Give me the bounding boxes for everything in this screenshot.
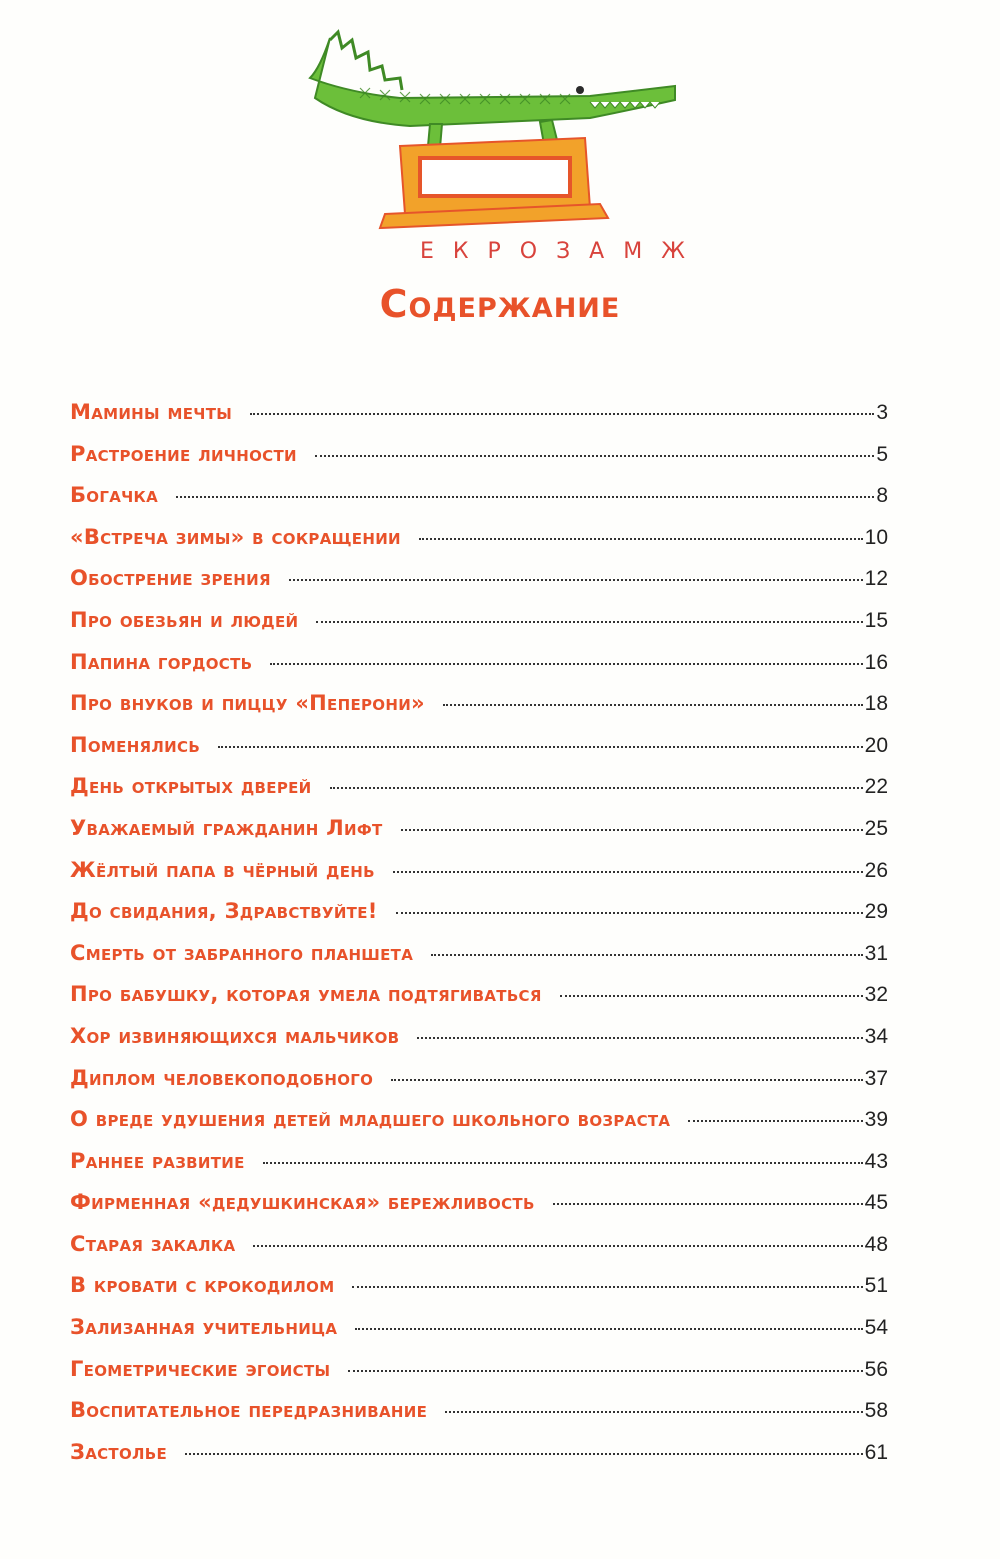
toc-entry-title: Обострение зрения [70,566,271,591]
toc-entry-title: Застолье [70,1439,168,1464]
toc-entry [70,600,888,642]
toc-dot-leader [330,787,863,789]
toc-entry-page-number: 16 [864,650,888,674]
toc-dot-leader [250,413,874,415]
toc-entry-page-number: 43 [864,1149,888,1173]
toc-entry [70,558,888,600]
toc-entry-title: День открытых дверей [70,774,312,799]
toc-entry-title: Зализанная учительница [70,1315,338,1340]
toc-entry [70,1016,888,1058]
toc-dot-leader [431,954,863,956]
toc-entry [70,1099,888,1141]
toc-entry [70,642,888,684]
toc-dot-leader [253,1245,862,1247]
page-title: Содержание [379,282,621,326]
toc-dot-leader [270,663,862,665]
toc-dot-leader [316,621,862,623]
toc-dot-leader [391,1079,862,1081]
toc-entry-page-number: 18 [864,692,888,716]
toc-dot-leader [218,746,863,748]
toc-entry-title: Жёлтый папа в чёрный день [70,857,375,882]
toc-entry-page-number: 54 [864,1316,888,1340]
toc-entry-title: Мамины мечты [70,400,233,424]
toc-entry-title: Фирменная «дедушкинская» бережливость [70,1190,535,1215]
toc-entry [70,1432,888,1474]
toc-dot-leader [419,538,863,540]
toc-entry-page-number: 48 [864,1232,888,1256]
toc-entry-page-number: 61 [864,1440,888,1464]
toc-entry [70,517,888,559]
toc-entry [70,1349,888,1391]
toc-entry [70,974,888,1016]
svg-text:Е К Р О З А М Ж: Е К Р О З А М Ж [420,239,690,264]
toc-entry-page-number: 15 [864,608,888,632]
toc-entry [70,1390,888,1432]
toc-entry-title: Воспитательное передразнивание [70,1398,428,1423]
toc-dot-leader [315,455,874,457]
toc-entry [70,1141,888,1183]
toc-entry-page-number: 32 [864,983,888,1007]
toc-entry-page-number: 22 [864,775,888,799]
toc-entry-title: Папина гордость [70,649,253,674]
toc-entry-title: Диплом человекоподобного [70,1065,374,1090]
toc-entry [70,850,888,892]
toc-entry-title: В кровати с крокодилом [70,1273,335,1298]
toc-dot-leader [352,1286,862,1288]
toc-entry [70,1058,888,1100]
toc-entry-title: Смерть от забранного планшета [70,940,414,965]
toc-dot-leader [176,496,874,498]
toc-dot-leader [553,1203,863,1205]
toc-entry-page-number: 34 [864,1024,888,1048]
toc-entry [70,933,888,975]
toc-entry [70,683,888,725]
toc-dot-leader [401,829,863,831]
toc-entry-page-number: 29 [864,900,888,924]
toc-entry-title: Раннее развитие [70,1148,245,1173]
toc-entry [70,475,888,517]
toc-entry-page-number: 12 [864,567,888,591]
toc-entry-title: Старая закалка [70,1231,236,1256]
toc-dot-leader [185,1453,863,1455]
toc-entry [70,808,888,850]
toc-entry-page-number: 45 [864,1191,888,1215]
toc-entry [70,725,888,767]
toc-entry-page-number: 10 [864,525,888,549]
toc-dot-leader [393,871,863,873]
toc-dot-leader [445,1411,863,1413]
toc-entry-title: Растроение личности [70,441,297,466]
toc-entry [70,891,888,933]
toc-entry [70,1182,888,1224]
toc-dot-leader [560,995,863,997]
toc-dot-leader [443,704,863,706]
toc-entry-title: Богачка [70,483,159,508]
toc-entry-page-number: 20 [864,733,888,757]
table-of-contents [70,392,888,1473]
toc-entry [70,766,888,808]
toc-entry-title: Геометрические эгоисты [70,1356,331,1381]
toc-entry-title: До свидания, Здравствуйте! [70,899,378,924]
toc-entry-page-number: 51 [864,1274,888,1298]
crocodile-illustration [290,18,690,268]
toc-entry [70,392,888,434]
toc-entry [70,1265,888,1307]
toc-entry-page-number: 5 [876,442,888,466]
toc-entry-title: Хор извиняющихся мальчиков [70,1023,400,1048]
toc-dot-leader [396,912,863,914]
toc-entry-page-number: 58 [864,1399,888,1423]
toc-entry [70,1224,888,1266]
toc-entry-title: «Встреча зимы» в сокращении [70,524,401,549]
toc-entry [70,1307,888,1349]
toc-entry-title: Уважаемый гражданин Лифт [70,815,383,840]
toc-entry [70,434,888,476]
toc-dot-leader [348,1370,862,1372]
toc-entry-page-number: 37 [864,1066,888,1090]
toc-dot-leader [289,579,863,581]
toc-dot-leader [355,1328,862,1330]
toc-entry-page-number: 56 [864,1357,888,1381]
toc-dot-leader [417,1037,862,1039]
crocodile-image [290,18,690,268]
toc-entry-page-number: 31 [864,941,888,965]
toc-entry-page-number: 8 [876,484,888,508]
toc-entry-title: О вреде удушения детей младшего школьного возраста [70,1107,671,1132]
toc-entry-page-number: 25 [864,816,888,840]
toc-entry-page-number: 39 [864,1108,888,1132]
toc-entry-page-number: 3 [876,401,888,424]
toc-dot-leader [263,1162,863,1164]
toc-entry-page-number: 26 [864,858,888,882]
toc-entry-title: Поменялись [70,732,201,757]
toc-entry-title: Про обезьян и людей [70,607,299,632]
toc-entry-title: Про внуков и пиццу «Пеперони» [70,691,425,716]
toc-entry-title: Про бабушку, которая умела подтягиваться [70,982,542,1007]
toc-dot-leader [688,1120,862,1122]
